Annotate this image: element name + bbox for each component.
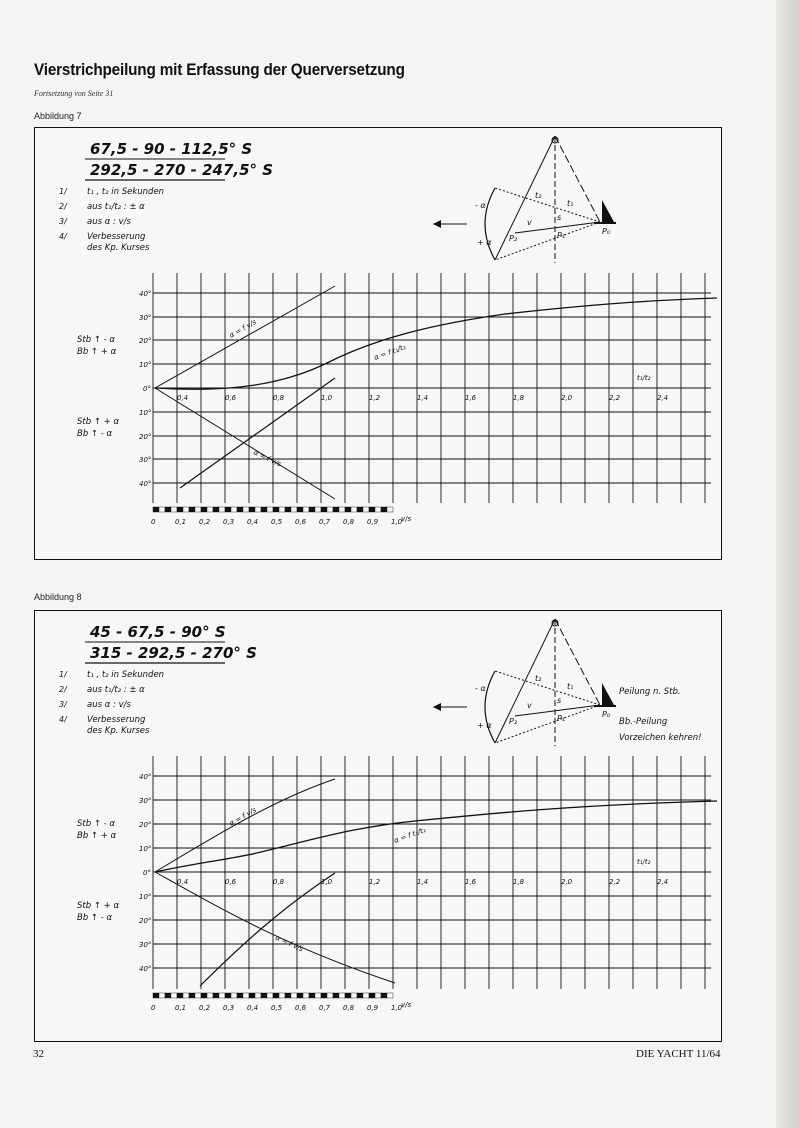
- x-tick-ratio-4: 1,2: [369, 878, 381, 886]
- chart-grid: [153, 756, 711, 989]
- curve-alpha-vs-down: [155, 872, 395, 983]
- x-tick-ratio-7: 1,8: [513, 394, 525, 402]
- y-tick-down-1: 20°: [139, 917, 152, 925]
- scale-bar-cell: [153, 993, 159, 998]
- scale-bar-cell: [267, 993, 273, 998]
- side-label-lower-0: Stb ↑ + α: [77, 417, 120, 427]
- scale-bar-cell: [249, 507, 255, 512]
- x-tick-ratio-8: 2,0: [561, 394, 573, 402]
- scale-bar-cell: [321, 507, 327, 512]
- side-label-upper-0: Stb ↑ - α: [77, 335, 116, 345]
- x-tick-vs-1: 0,1: [175, 1004, 187, 1012]
- scale-bar-cell: [249, 993, 255, 998]
- scale-bar-cell: [273, 507, 279, 512]
- x-tick-vs-3: 0,3: [223, 518, 235, 526]
- chart-grid: [153, 273, 711, 503]
- x-tick-vs-5: 0,5: [271, 518, 283, 526]
- x-tick-vs-2: 0,2: [199, 1004, 211, 1012]
- y-tick-down-0: 10°: [139, 409, 152, 417]
- scale-bar-cell: [291, 993, 297, 998]
- scale-bar-cell: [243, 993, 249, 998]
- sketch-label-p2: P₂: [509, 717, 518, 726]
- curve-label-vs-down: α = f v/s: [252, 448, 283, 469]
- scale-bar-cell: [351, 507, 357, 512]
- sketch-label-alpha-plus: + α: [477, 238, 492, 247]
- instruction-text-4: des Kp. Kurses: [87, 726, 150, 736]
- scale-bar-cell: [309, 993, 315, 998]
- x-tick-vs-0: 0: [151, 1004, 156, 1012]
- y-tick-up-1: 30°: [139, 314, 152, 322]
- x-tick-vs-10: 1,0: [391, 518, 403, 526]
- scale-bar-cell: [189, 507, 195, 512]
- note-1: Bb.-Peilung: [619, 717, 668, 727]
- y-tick-down-2: 30°: [139, 456, 152, 464]
- x-tick-ratio-10: 2,4: [657, 394, 669, 402]
- instruction-num-2: 3/: [59, 700, 67, 709]
- x-tick-vs-6: 0,6: [295, 518, 307, 526]
- scale-bar-cell: [285, 993, 291, 998]
- scale-bar-cell: [279, 507, 285, 512]
- scale-bar-cell: [177, 507, 183, 512]
- x-tick-vs-0: 0: [151, 518, 156, 526]
- instruction-num-3: 4/: [59, 715, 67, 724]
- scale-bar-cell: [201, 993, 207, 998]
- course-line-2: 292,5 - 270 - 247,5° S: [90, 161, 274, 179]
- scale-bar-cell: [207, 507, 213, 512]
- sketch-label-p1: P₁: [557, 714, 566, 723]
- instruction-text-4: des Kp. Kurses: [87, 243, 150, 253]
- sketch-alpha-arc: [485, 188, 495, 260]
- x-tick-vs-9: 0,9: [367, 1004, 379, 1012]
- scale-bar-cell: [303, 993, 309, 998]
- scale-bar-cell: [237, 993, 243, 998]
- x-tick-ratio-0: 0,4: [177, 394, 189, 402]
- scale-bar-cell: [201, 507, 207, 512]
- scale-bar-cell: [159, 993, 165, 998]
- sketch-label-p1: P₁: [557, 231, 566, 240]
- x-tick-ratio-7: 1,8: [513, 878, 525, 886]
- scale-bar-cell: [213, 993, 219, 998]
- x-tick-ratio-2: 0,8: [273, 394, 285, 402]
- scale-bar-cell: [219, 993, 225, 998]
- scale-bar-cell: [237, 507, 243, 512]
- scale-bar-cell: [363, 993, 369, 998]
- scale-bar-cell: [159, 507, 165, 512]
- curve-alpha-cross: [180, 378, 335, 488]
- scale-bar-cell: [297, 993, 303, 998]
- note-2: Vorzeichen kehren!: [619, 733, 702, 743]
- scale-bar-cell: [309, 507, 315, 512]
- curve-alpha-vs-up: [155, 779, 335, 872]
- page-number: 32: [33, 1048, 44, 1060]
- x-tick-vs-3: 0,3: [223, 1004, 235, 1012]
- y-tick-up-3: 10°: [139, 361, 152, 369]
- x-tick-ratio-2: 0,8: [273, 878, 285, 886]
- scale-bar-cell: [375, 993, 381, 998]
- scale-bar-cell: [219, 507, 225, 512]
- scale-bar-cell: [339, 993, 345, 998]
- side-label-lower-1: Bb ↑ - α: [77, 429, 113, 439]
- x-tick-ratio-1: 0,6: [225, 394, 237, 402]
- scale-bar-cell: [213, 507, 219, 512]
- scale-bar-cell: [195, 507, 201, 512]
- scale-bar-cell: [381, 993, 387, 998]
- scale-bar-cell: [369, 507, 375, 512]
- scale-bar-cell: [285, 507, 291, 512]
- scale-bar-cell: [183, 993, 189, 998]
- x-tick-ratio-8: 2,0: [561, 878, 573, 886]
- curve-label-vs-up: α = f v/s: [228, 805, 258, 828]
- x-tick-vs-6: 0,6: [295, 1004, 307, 1012]
- scale-bar-cell: [195, 993, 201, 998]
- bearing-sketch: [433, 619, 616, 746]
- x-axis-vs-label: v/s: [401, 515, 412, 523]
- instruction-text-3: Verbesserung: [87, 715, 146, 725]
- scale-bar-cell: [171, 507, 177, 512]
- x-tick-vs-8: 0,8: [343, 1004, 355, 1012]
- figure-7-label: Abbildung 7: [34, 111, 82, 121]
- page-subtitle: Fortsetzung von Seite 31: [34, 89, 114, 98]
- arrow-left-icon: [433, 220, 441, 228]
- scale-bar-cell: [303, 507, 309, 512]
- figure-7: [34, 127, 722, 560]
- scale-bar-cell: [333, 993, 339, 998]
- x-tick-ratio-9: 2,2: [609, 878, 621, 886]
- side-label-upper-0: Stb ↑ - α: [77, 819, 116, 829]
- scale-bar-cell: [357, 993, 363, 998]
- instruction-num-3: 4/: [59, 232, 67, 241]
- y-tick-up-2: 20°: [139, 337, 152, 345]
- x-tick-ratio-10: 2,4: [657, 878, 669, 886]
- y-tick-up-2: 20°: [139, 821, 152, 829]
- scale-bar-cell: [207, 993, 213, 998]
- sketch-label-v: v: [527, 218, 532, 227]
- x-axis-ratio-label: t₁/t₂: [637, 374, 651, 382]
- scale-bar-cell: [321, 993, 327, 998]
- sketch-label-t2: t₂: [535, 674, 542, 683]
- scale-bar-cell: [165, 993, 171, 998]
- curve-label-vs-down: α = f v/s: [274, 933, 305, 954]
- instruction-num-1: 2/: [59, 685, 67, 694]
- sketch-top-line: [495, 671, 600, 705]
- sketch-label-p0: P₀: [602, 227, 611, 236]
- publication-line: DIE YACHT 11/64: [636, 1048, 721, 1060]
- x-tick-vs-7: 0,7: [319, 1004, 331, 1012]
- x-tick-ratio-4: 1,2: [369, 394, 381, 402]
- vs-scale-bar: [153, 507, 393, 512]
- sketch-label-alpha-minus: - α: [475, 684, 486, 693]
- x-tick-vs-4: 0,4: [247, 518, 259, 526]
- y-tick-down-0: 10°: [139, 893, 152, 901]
- scale-bar-cell: [225, 993, 231, 998]
- page-edge-shadow: [776, 0, 799, 1128]
- sketch-label-p0: P₀: [602, 710, 611, 719]
- scale-bar-cell: [327, 507, 333, 512]
- scale-bar-cell: [375, 507, 381, 512]
- scale-bar-cell: [345, 507, 351, 512]
- sketch-label-alpha-minus: - α: [475, 201, 486, 210]
- curve-label-vs-up: α = f v/s: [228, 317, 258, 340]
- side-label-upper-1: Bb ↑ + α: [77, 831, 117, 841]
- x-tick-vs-8: 0,8: [343, 518, 355, 526]
- scale-bar-cell: [243, 507, 249, 512]
- curve-label-ratio: α = f t₁/t₂: [372, 343, 407, 362]
- y-tick-zero: 0°: [143, 869, 151, 877]
- scale-bar-cell: [231, 993, 237, 998]
- scale-bar-cell: [279, 993, 285, 998]
- x-tick-ratio-5: 1,4: [417, 394, 429, 402]
- scale-bar-cell: [225, 507, 231, 512]
- scale-bar-cell: [339, 507, 345, 512]
- instruction-num-2: 3/: [59, 217, 67, 226]
- scale-bar-cell: [261, 507, 267, 512]
- y-tick-up-1: 30°: [139, 797, 152, 805]
- sketch-label-p2: P₂: [509, 234, 518, 243]
- y-tick-zero: 0°: [143, 385, 151, 393]
- instruction-text-3: Verbesserung: [87, 232, 146, 242]
- arrow-left-icon: [433, 703, 441, 711]
- x-tick-vs-2: 0,2: [199, 518, 211, 526]
- sailboat-icon: [602, 683, 614, 705]
- x-tick-ratio-3: 1,0: [321, 878, 333, 886]
- scale-bar-cell: [369, 993, 375, 998]
- instruction-text-2: aus α : v/s: [87, 217, 131, 227]
- scale-bar-cell: [291, 507, 297, 512]
- x-tick-vs-7: 0,7: [319, 518, 331, 526]
- sketch-label-s: s: [557, 696, 562, 705]
- scale-bar-cell: [153, 507, 159, 512]
- x-tick-vs-5: 0,5: [271, 1004, 283, 1012]
- scale-bar-cell: [327, 993, 333, 998]
- sketch-label-t2: t₂: [535, 191, 542, 200]
- scale-bar-cell: [189, 993, 195, 998]
- scale-bar-cell: [315, 993, 321, 998]
- figure-8-svg: [35, 611, 721, 1041]
- scale-bar-cell: [345, 993, 351, 998]
- scale-bar-cell: [381, 507, 387, 512]
- scale-bar-cell: [351, 993, 357, 998]
- figure-8: [34, 610, 722, 1042]
- sketch-alpha-arc: [485, 671, 495, 743]
- scale-bar-cell: [315, 507, 321, 512]
- sketch-label-s: s: [557, 213, 562, 222]
- scale-bar-cell: [261, 993, 267, 998]
- sketch-top-line: [495, 188, 600, 222]
- x-tick-vs-10: 1,0: [391, 1004, 403, 1012]
- figure-8-label: Abbildung 8: [34, 592, 82, 602]
- curve-label-ratio: α = f t₁/t₂: [392, 826, 427, 845]
- y-tick-down-3: 40°: [139, 965, 152, 973]
- scale-bar-cell: [165, 507, 171, 512]
- curve-alpha-cross: [200, 873, 335, 986]
- scale-bar-cell: [231, 507, 237, 512]
- x-tick-ratio-0: 0,4: [177, 878, 189, 886]
- instruction-text-1: aus t₁/t₂ : ± α: [87, 202, 145, 212]
- bearing-sketch: [433, 136, 616, 263]
- note-0: Peilung n. Stb.: [619, 687, 681, 697]
- x-tick-ratio-9: 2,2: [609, 394, 621, 402]
- page-title: Vierstrichpeilung mit Erfassung der Querversetzung: [34, 60, 405, 79]
- scale-bar-cell: [363, 507, 369, 512]
- x-tick-vs-9: 0,9: [367, 518, 379, 526]
- scale-bar-cell: [171, 993, 177, 998]
- sketch-label-t1: t₁: [567, 199, 574, 208]
- y-tick-down-2: 30°: [139, 941, 152, 949]
- instruction-num-1: 2/: [59, 202, 67, 211]
- x-tick-ratio-1: 0,6: [225, 878, 237, 886]
- side-label-lower-0: Stb ↑ + α: [77, 901, 120, 911]
- y-tick-up-0: 40°: [139, 290, 152, 298]
- course-line-2: 315 - 292,5 - 270° S: [90, 644, 257, 662]
- sketch-label-alpha-plus: + α: [477, 721, 492, 730]
- instruction-text-2: aus α : v/s: [87, 700, 131, 710]
- sketch-label-t1: t₁: [567, 682, 574, 691]
- course-line-1: 45 - 67,5 - 90° S: [90, 623, 226, 641]
- scale-bar-cell: [357, 507, 363, 512]
- scale-bar-cell: [183, 507, 189, 512]
- instruction-text-0: t₁ , t₂ in Sekunden: [87, 670, 165, 680]
- x-axis-ratio-label: t₁/t₂: [637, 858, 651, 866]
- sailboat-icon: [602, 200, 614, 222]
- x-axis-vs-label: v/s: [401, 1001, 412, 1009]
- x-tick-ratio-3: 1,0: [321, 394, 333, 402]
- curve-alpha-vs-up: [155, 286, 335, 388]
- side-label-lower-1: Bb ↑ - α: [77, 913, 113, 923]
- instruction-text-0: t₁ , t₂ in Sekunden: [87, 187, 165, 197]
- scale-bar-cell: [255, 993, 261, 998]
- scale-bar-cell: [297, 507, 303, 512]
- y-tick-down-3: 40°: [139, 480, 152, 488]
- instruction-num-0: 1/: [59, 187, 67, 196]
- curve-alpha-vs-down: [155, 388, 335, 499]
- scale-bar-cell: [255, 507, 261, 512]
- y-tick-up-0: 40°: [139, 773, 152, 781]
- vs-scale-bar: [153, 993, 393, 998]
- x-tick-vs-1: 0,1: [175, 518, 187, 526]
- side-label-upper-1: Bb ↑ + α: [77, 347, 117, 357]
- figure-7-svg: [35, 128, 721, 559]
- x-tick-ratio-5: 1,4: [417, 878, 429, 886]
- course-line-1: 67,5 - 90 - 112,5° S: [90, 140, 253, 158]
- scale-bar-cell: [333, 507, 339, 512]
- scale-bar-cell: [273, 993, 279, 998]
- y-tick-down-1: 20°: [139, 433, 152, 441]
- scale-bar-cell: [177, 993, 183, 998]
- instruction-text-1: aus t₁/t₂ : ± α: [87, 685, 145, 695]
- x-tick-ratio-6: 1,6: [465, 878, 477, 886]
- y-tick-up-3: 10°: [139, 845, 152, 853]
- x-tick-vs-4: 0,4: [247, 1004, 259, 1012]
- scale-bar-cell: [267, 507, 273, 512]
- scale-bar-cell: [387, 507, 393, 512]
- scale-bar-cell: [387, 993, 393, 998]
- instruction-num-0: 1/: [59, 670, 67, 679]
- x-tick-ratio-6: 1,6: [465, 394, 477, 402]
- sketch-label-v: v: [527, 701, 532, 710]
